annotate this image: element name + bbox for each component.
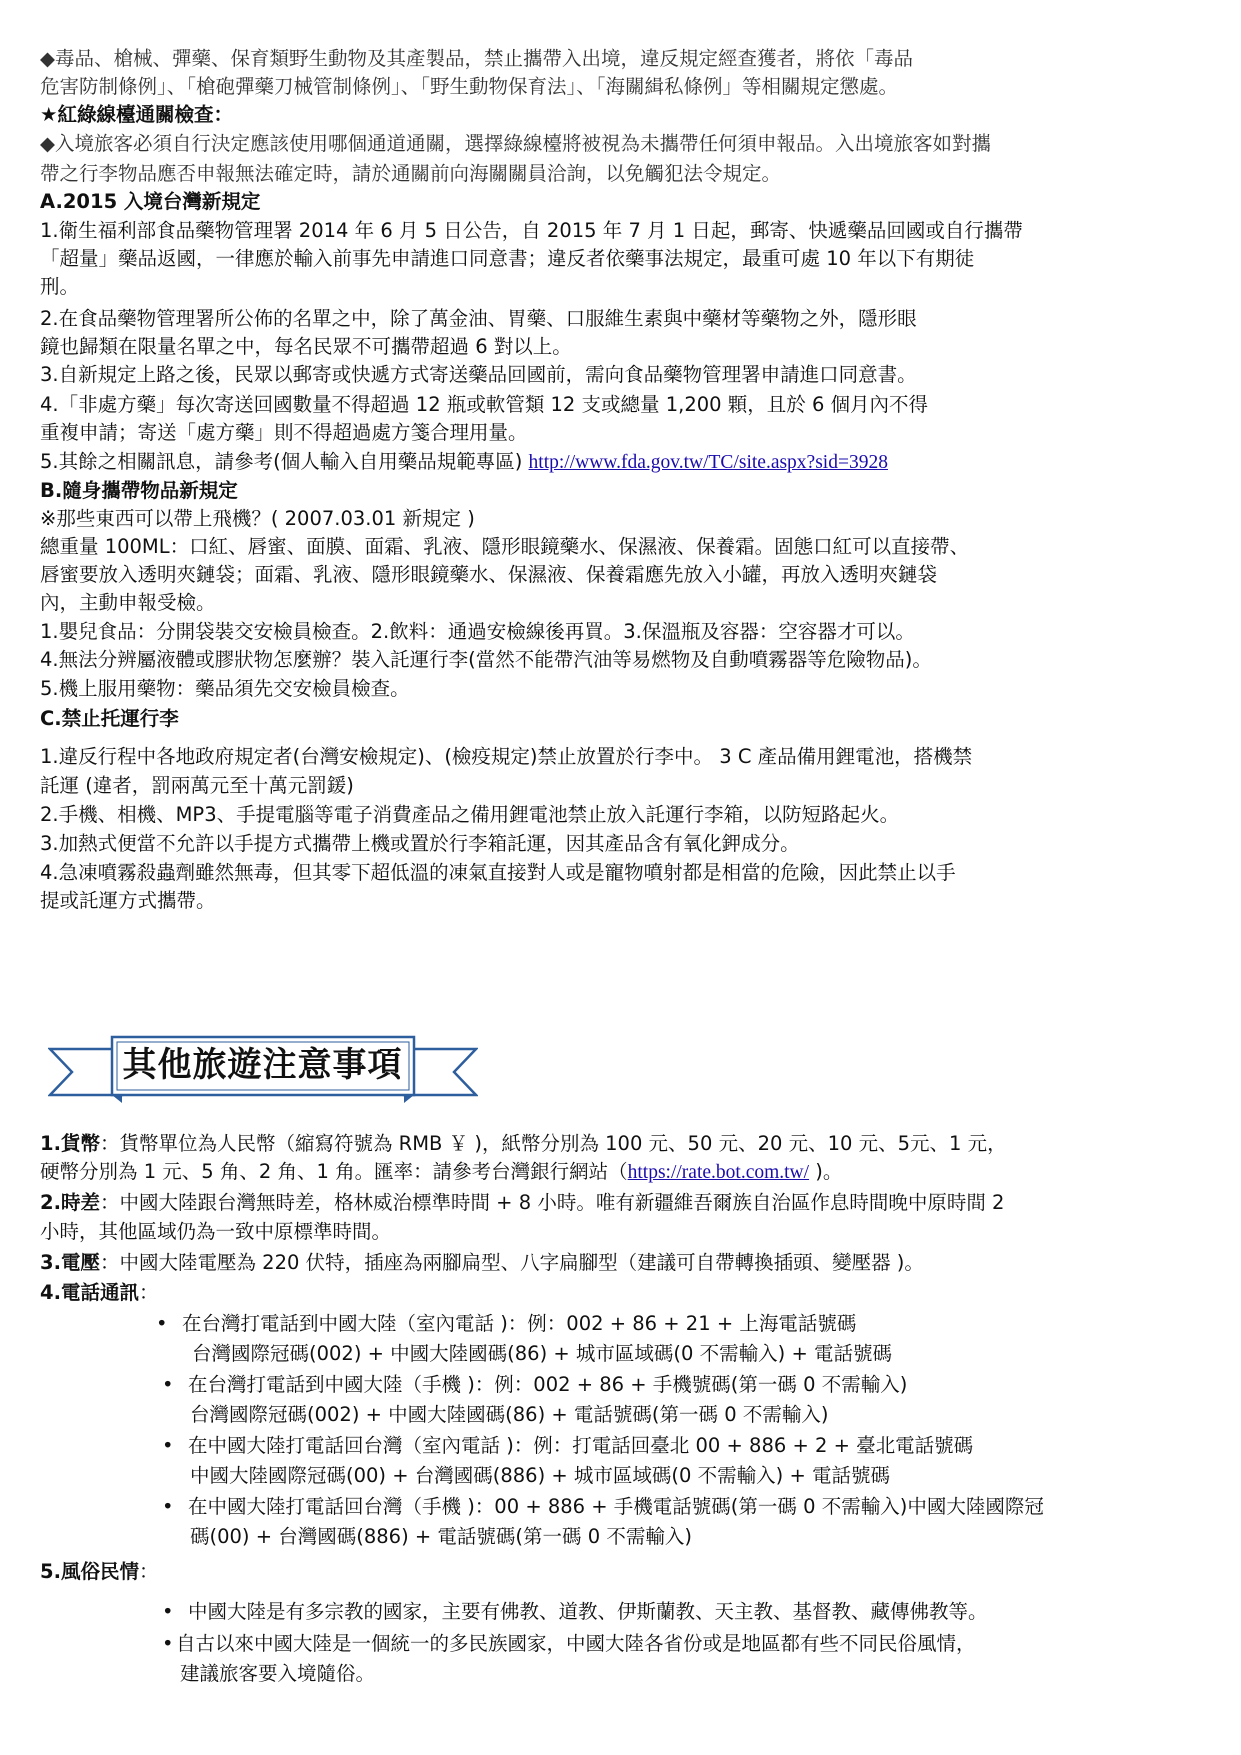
- list-item: [162, 1493, 1044, 1521]
- voltage-text: ：中國大陸電壓為 220 伏特，插座為兩腳扁型、八字扁腳型（建議可自帶轉換插頭、變壓器 )。: [99, 1251, 924, 1274]
- custom-item-text: 中國大陸是有多宗教的國家，主要有佛教、道教、伊斯蘭教、天主教、基督教、藏傳佛教等。: [188, 1600, 988, 1623]
- currency-text-3: )。: [809, 1160, 843, 1183]
- currency-text: ：貨幣單位為人民幣（縮寫符號為 RMB ￥ )，紙幣分別為 100 元、50 元、20 元、10 元、5元、1 元，: [99, 1132, 1007, 1155]
- phone-item-text: 在中國大陸打電話回台灣（室內電話 )：例：打電話回臺北 00 + 886 + 2 + 臺北電話號碼: [188, 1434, 974, 1457]
- phone-item-text: 在台灣打電話到中國大陸（室內電話 )：例：002 + 86 + 21 + 上海電話號碼: [182, 1312, 857, 1335]
- section-c-line: 1.違反行程中各地政府規定者(台灣安檢規定)、(檢疫規定)禁止放置於行李中。 3 C 產品備用鋰電池，搭機禁: [40, 745, 973, 768]
- voltage-label: 3.電壓: [40, 1251, 100, 1274]
- phone-item-detail: 中國大陸國際冠碼(00) + 台灣國碼(886) + 城市區域碼(0 不需輸入) + 電話號碼: [190, 1464, 890, 1487]
- section-a-line: 鏡也歸類在限量名單之中，每名民眾不可攜帶超過 6 對以上。: [40, 335, 572, 358]
- bullet-icon: •: [162, 1495, 174, 1518]
- section-a-line: 2.在食品藥物管理署所公佈的名單之中，除了萬金油、胃藥、口服維生素與中藥材等藥物之外，隱形眼: [40, 307, 917, 330]
- phone-colon: ：: [138, 1281, 159, 1304]
- phone-item-text: 在台灣打電話到中國大陸（手機 )：例：002 + 86 + 手機號碼(第一碼 0 不需輸入): [188, 1373, 908, 1396]
- section-a-line: 1.衛生福利部食品藥物管理署 2014 年 6 月 5 日公告，自 2015 年 7 月 1 日起，郵寄、快遞藥品回國或自行攜帶: [40, 219, 1023, 242]
- bullet-icon: •: [162, 1434, 174, 1457]
- section-b-line: 4.無法分辨屬液體或膠狀物怎麼辦？裝入託運行李(當然不能帶汽油等易燃物及自動噴霧器等危險物品)。: [40, 648, 932, 671]
- bullet-icon: •: [162, 1632, 174, 1655]
- section-c-title: C.禁止托運行李: [40, 707, 179, 730]
- section-a-line: 重複申請；寄送「處方藥」則不得超過處方箋合理用量。: [40, 421, 528, 444]
- currency-line-2: [40, 1158, 1205, 1187]
- custom-colon: ：: [138, 1560, 159, 1583]
- customs-line-2: 危害防制條例」、「槍砲彈藥刀械管制條例」、「野生動物保育法」、「海關緝私條例」等相關規定懲處。: [40, 75, 899, 98]
- custom-label: 5.風俗民情: [40, 1560, 139, 1583]
- section-c-line: 3.加熱式便當不允許以手提方式攜帶上機或置於行李箱託運，因其產品含有氧化鉀成分。: [40, 832, 800, 855]
- section-c-line: 託運 (違者，罰兩萬元至十萬元罰鍰): [40, 774, 354, 797]
- list-item: [156, 1310, 856, 1338]
- phone-item-text: 在中國大陸打電話回台灣（手機 )：00 + 886 + 手機電話號碼(第一碼 0 不需輸入)中國大陸國際冠: [188, 1495, 1044, 1518]
- time-line-2: 小時，其他區域仍為一致中原標準時間。: [40, 1220, 392, 1243]
- bullet-icon: •: [162, 1600, 174, 1623]
- section-c-line: 提或託運方式攜帶。: [40, 889, 216, 912]
- section-a-line-5: [40, 448, 1205, 477]
- bullet-icon: •: [156, 1312, 168, 1335]
- section-a-title: A.2015 入境台灣新規定: [40, 190, 261, 213]
- voltage-line: [40, 1249, 1205, 1277]
- red-green-lane-heading: ★紅綠線檯通關檢查：: [40, 103, 233, 126]
- customs-line-3: ◆入境旅客必須自行決定應該使用哪個通道通關，選擇綠線檯將被視為未攜帶任何須申報品。入出境旅客如對攜: [40, 132, 991, 155]
- customs-line-4: 帶之行李物品應否申報無法確定時，請於通關前向海關關員洽詢，以免觸犯法令規定。: [40, 162, 782, 185]
- time-line-1: [40, 1189, 1205, 1217]
- section-c-line: 4.急凍噴霧殺蟲劑雖然無毒，但其零下超低溫的凍氣直接對人或是寵物噴射都是相當的危險，因此禁止以手: [40, 861, 956, 884]
- section-a-line: 3.自新規定上路之後，民眾以郵寄或快遞方式寄送藥品回國前，需向食品藥物管理署申請進口同意書。: [40, 363, 917, 386]
- list-item: [162, 1371, 907, 1399]
- section-a-line: 「超量」藥品返國，一律應於輸入前事先申請進口同意書；違反者依藥事法規定，最重可處 10 年以下有期徒: [40, 247, 975, 270]
- section-b-line: 內，主動申報受檢。: [40, 591, 216, 614]
- list-item: [162, 1432, 973, 1460]
- phone-label: 4.電話通訊: [40, 1281, 139, 1304]
- section-b-title: B.隨身攜帶物品新規定: [40, 479, 238, 502]
- fda-link[interactable]: http://www.fda.gov.tw/TC/site.aspx?sid=3928: [528, 452, 888, 473]
- customs-line-1: ◆毒品、槍械、彈藥、保育類野生動物及其產製品，禁止攜帶入出境，違反規定經查獲者，將依「毒品: [40, 47, 913, 70]
- phone-heading: [40, 1279, 1205, 1307]
- phone-item-detail: 台灣國際冠碼(002) + 中國大陸國碼(86) + 城市區域碼(0 不需輸入) + 電話號碼: [192, 1342, 892, 1365]
- section-a-line: 4.「非處方藥」每次寄送回國數量不得超過 12 瓶或軟管類 12 支或總量 1,200 顆，且於 6 個月內不得: [40, 393, 929, 416]
- time-label: 2.時差: [40, 1191, 100, 1214]
- time-text: ：中國大陸跟台灣無時差，格林威治標準時間 + 8 小時。唯有新疆維吾爾族自治區作息時間晚中原時間 2: [99, 1191, 1005, 1214]
- list-item: [162, 1630, 976, 1658]
- currency-text-2: 硬幣分別為 1 元、5 角、2 角、1 角。匯率：請參考台灣銀行網站（: [40, 1160, 628, 1183]
- phone-item-detail: 台灣國際冠碼(002) + 中國大陸國碼(86) + 電話號碼(第一碼 0 不需輸入): [190, 1403, 829, 1426]
- section-b-line: 1.嬰兒食品：分開袋裝交安檢員檢查。2.飲料：通過安檢線後再買。3.保溫瓶及容器：空容器才可以。: [40, 620, 915, 643]
- bot-rate-link[interactable]: https://rate.bot.com.tw/: [627, 1162, 810, 1183]
- custom-item-text: 自古以來中國大陸是一個統一的多民族國家，中國大陸各省份或是地區都有些不同民俗風情，: [176, 1632, 976, 1655]
- banner-title: 其他旅遊注意事項: [122, 1045, 403, 1085]
- bullet-icon: •: [162, 1373, 174, 1396]
- section-b-line: 唇蜜要放入透明夾鏈袋；面霜、乳液、隱形眼鏡藥水、保濕液、保養霜應先放入小罐，再放入透明夾鏈袋: [40, 563, 938, 586]
- section-a-line-5-text: 5.其餘之相關訊息，請參考(個人輸入自用藥品規範專區): [40, 450, 529, 473]
- custom-item-continued: 建議旅客要入境隨俗。: [180, 1662, 376, 1685]
- section-b-line: 5.機上服用藥物：藥品須先交安檢員檢查。: [40, 677, 410, 700]
- section-b-line: ※那些東西可以帶上飛機？( 2007.03.01 新規定 ): [40, 507, 475, 530]
- currency-line-1: [40, 1130, 1205, 1158]
- section-a-line: 刑。: [40, 275, 80, 298]
- phone-item-detail: 碼(00) + 台灣國碼(886) + 電話號碼(第一碼 0 不需輸入): [190, 1525, 692, 1548]
- section-b-line: 總重量 100ML：口紅、唇蜜、面膜、面霜、乳液、隱形眼鏡藥水、保濕液、保養霜。固態口紅可以直接帶、: [40, 535, 970, 558]
- currency-label: 1.貨幣: [40, 1132, 100, 1155]
- customs-heading: [40, 1558, 1205, 1586]
- section-c-line: 2.手機、相機、MP3、手提電腦等電子消費產品之備用鋰電池禁止放入託運行李箱，以防短路起火。: [40, 803, 900, 826]
- list-item: [162, 1598, 988, 1626]
